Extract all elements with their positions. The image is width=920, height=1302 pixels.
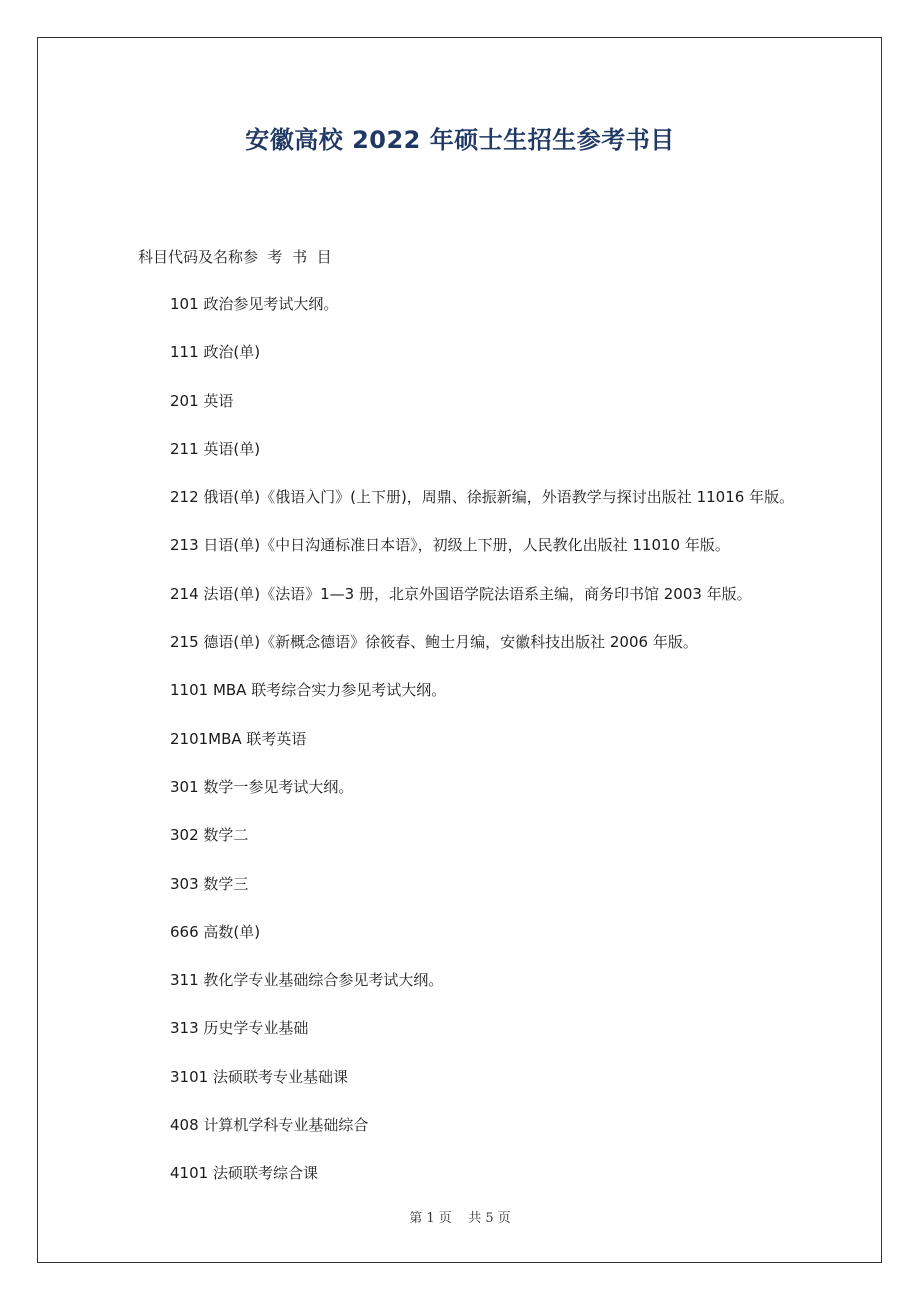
list-item: 311 教化学专业基础综合参见考试大纲。 bbox=[170, 971, 444, 990]
list-item: 111 政治(单) bbox=[170, 343, 261, 362]
page-footer: 第 1 页 共 5 页 bbox=[409, 1211, 511, 1226]
list-item: 1101 MBA 联考综合实力参见考试大纲。 bbox=[170, 681, 447, 700]
list-item: 101 政治参见考试大纲。 bbox=[170, 295, 339, 313]
list-item: 213 日语(单)《中日沟通标准日本语》，初级上下册，人民教化出版社 11010 年版。 bbox=[170, 536, 730, 555]
list-item: 666 高数(单) bbox=[170, 922, 261, 941]
list-item: 313 历史学专业基础 bbox=[170, 1019, 309, 1038]
list-item: 201 英语 bbox=[170, 391, 234, 410]
list-item: 408 计算机学科专业基础综合 bbox=[170, 1116, 369, 1135]
list-item: 3101 法硕联考专业基础课 bbox=[170, 1067, 348, 1086]
list-item: 4101 法硕联考综合课 bbox=[170, 1164, 318, 1183]
list-item: 303 数学三 bbox=[170, 874, 249, 893]
list-item: 214 法语(单)《法语》1—3 册，北京外国语学院法语系主编，商务印书馆 2003 年版。 bbox=[170, 584, 752, 603]
list-item: 301 数学一参见考试大纲。 bbox=[170, 777, 354, 796]
subject-list bbox=[170, 294, 794, 1212]
list-item: 211 英语(单) bbox=[170, 439, 261, 458]
table-header: 科目代码及名称参 考 书 目 bbox=[138, 248, 332, 266]
list-item: 2101MBA 联考英语 bbox=[170, 729, 307, 748]
list-item: 212 俄语(单)《俄语入门》(上下册)，周鼎、徐振新编，外语教学与探讨出版社 11016 年版。 bbox=[170, 488, 795, 507]
document-title: 安徽高校 2022 年硕士生招生参考书目 bbox=[245, 126, 675, 154]
list-item: 302 数学二 bbox=[170, 826, 249, 845]
list-item: 215 德语(单)《新概念德语》徐筱春、鲍士月编，安徽科技出版社 2006 年版。 bbox=[170, 633, 698, 652]
